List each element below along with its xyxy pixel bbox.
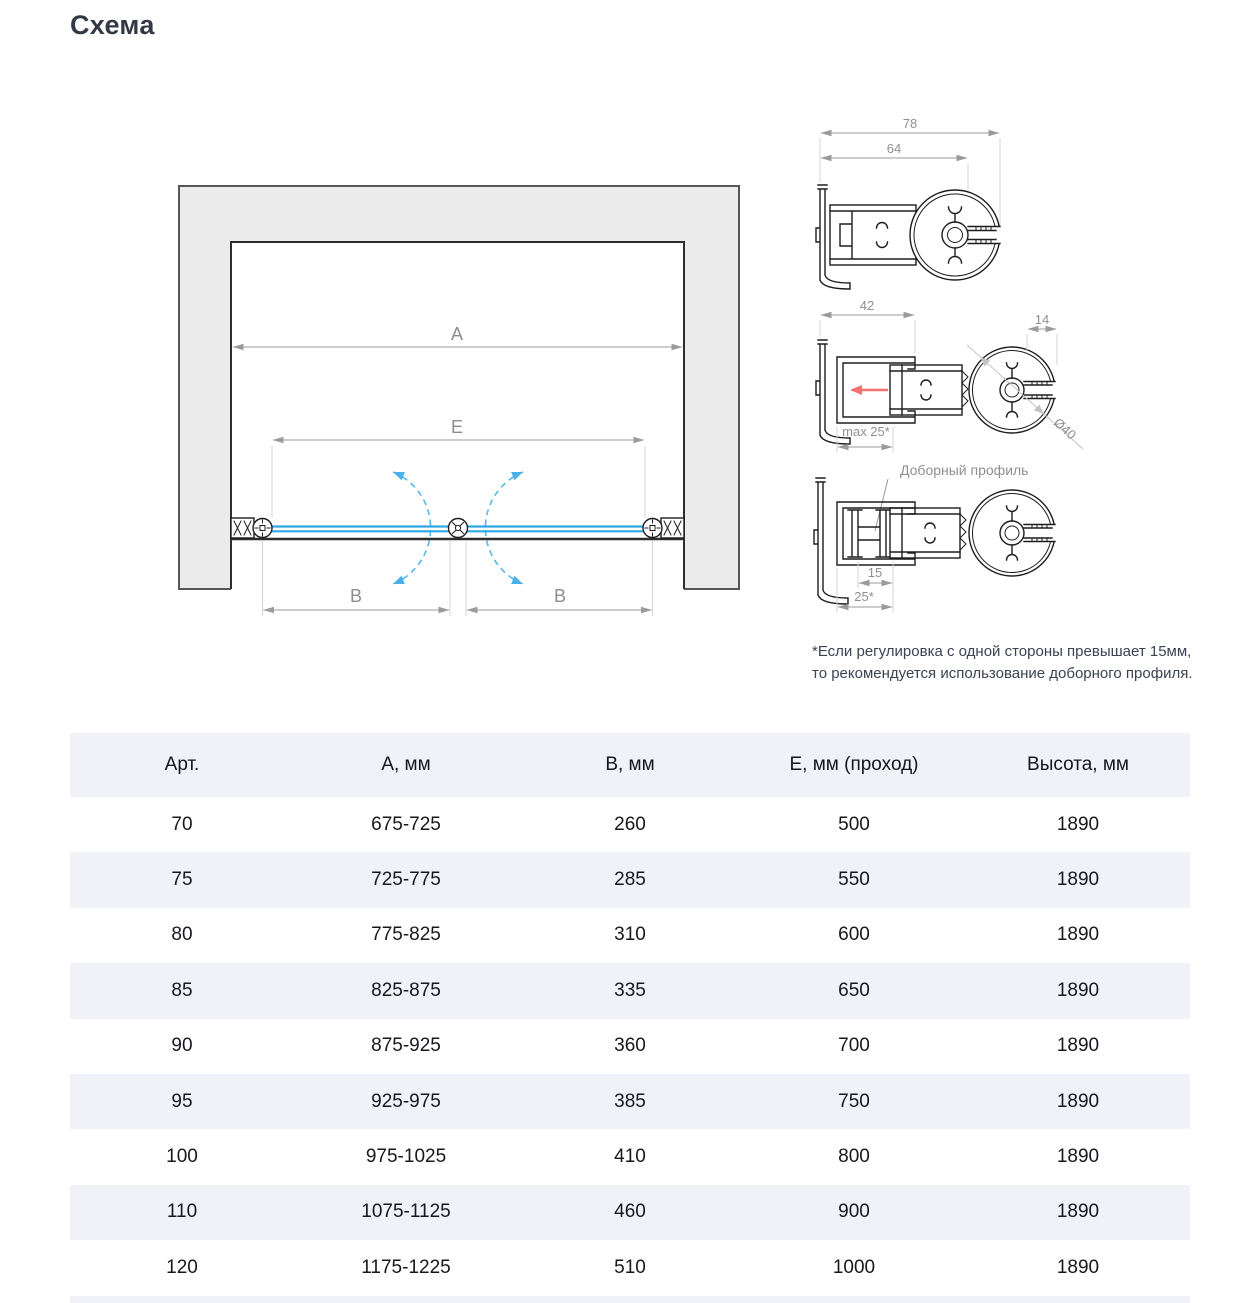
table-cell: 550 (838, 869, 870, 891)
table-cell: 700 (838, 1035, 870, 1057)
table-cell: 825-875 (371, 979, 441, 1001)
dim-b-right-label: B (553, 586, 567, 606)
table-row (70, 963, 1190, 1018)
col-header-art: Арт. (164, 754, 200, 775)
table-cell: 800 (838, 1146, 870, 1168)
table-cell: 385 (614, 1090, 646, 1112)
table-cell: 80 (171, 924, 193, 946)
table-cell: 95 (171, 1090, 193, 1112)
table-cell: 360 (614, 1035, 646, 1057)
table-cell: 1175-1225 (361, 1256, 451, 1278)
dim-d40-label: Ø40 (1050, 414, 1080, 443)
left-hinge (253, 519, 272, 538)
right-wall-bracket (661, 518, 684, 538)
table-row (70, 1129, 1190, 1184)
table-cell: 1890 (1056, 1256, 1100, 1278)
table-cell: 410 (614, 1146, 646, 1168)
table-cell: 310 (614, 924, 646, 946)
center-pivot (449, 519, 468, 538)
dim-42-label: 42 (859, 298, 875, 313)
table-cell: 120 (166, 1256, 198, 1278)
dim-64-label: 64 (886, 141, 902, 156)
profile-section-adjustment (810, 295, 1095, 467)
dim-78-label: 78 (902, 116, 918, 131)
table-cell: 460 (614, 1201, 646, 1223)
table-cell: 500 (838, 813, 870, 835)
table-cell: 90 (171, 1035, 193, 1057)
table-cell: 100 (166, 1146, 198, 1168)
table-row (70, 1074, 1190, 1129)
table-row (70, 1185, 1190, 1240)
table-cell: 1890 (1056, 979, 1100, 1001)
table-cell: 1890 (1056, 1146, 1100, 1168)
table-row (70, 1240, 1190, 1295)
sliding-profile-body (890, 365, 968, 415)
table-row-partial (70, 1296, 1190, 1303)
table-cell: 900 (838, 1201, 870, 1223)
table-row (70, 1019, 1190, 1074)
sliding-profile-body (890, 508, 966, 558)
hinge-knuckle-profile (969, 490, 1058, 576)
col-header-height: Высота, мм (1027, 754, 1129, 775)
table-cell: 1890 (1056, 869, 1100, 891)
col-header-a: А, мм (381, 754, 431, 775)
extension-profile-label: Доборный профиль (900, 462, 1029, 478)
table-cell: 1890 (1056, 924, 1100, 946)
size-spec-table (70, 733, 1190, 1303)
table-cell: 925-975 (371, 1090, 441, 1112)
table-cell: 1890 (1056, 1201, 1100, 1223)
profile-body (830, 205, 922, 265)
table-cell: 75 (171, 869, 193, 891)
profile-section-closed (810, 112, 1015, 294)
table-header-row (70, 733, 1190, 797)
table-cell: 975-1025 (365, 1146, 447, 1168)
footnote-line-2: то рекомендуется использование доборного профиля. (812, 664, 1193, 682)
table-cell: 335 (614, 979, 646, 1001)
table-cell: 85 (171, 979, 193, 1001)
col-header-b: В, мм (605, 754, 655, 775)
hinge-knuckle-profile (910, 190, 1003, 280)
left-wall-bracket (231, 518, 254, 538)
table-row (70, 852, 1190, 907)
table-cell: 1890 (1056, 1035, 1100, 1057)
dim-max25-label: max 25* (842, 424, 890, 439)
dim-a-label: A (450, 324, 464, 344)
dim-15-label: 15 (867, 565, 883, 580)
dim-b-left-label: B (349, 586, 363, 606)
table-row (70, 797, 1190, 852)
col-header-e: Е, мм (проход) (789, 754, 919, 775)
dim-25-label: 25* (854, 589, 874, 604)
table-cell: 260 (614, 813, 646, 835)
profile-section-extension (806, 458, 1098, 636)
table-cell: 1890 (1056, 1090, 1100, 1112)
table-cell: 110 (166, 1201, 198, 1223)
table-cell: 725-775 (371, 869, 441, 891)
installation-plan-diagram (170, 150, 750, 635)
extension-profile-insert (848, 510, 890, 557)
wall-box-profile (837, 502, 915, 565)
table-cell: 285 (614, 869, 646, 891)
table-cell: 510 (614, 1256, 646, 1278)
wall-profile-flange (816, 185, 850, 289)
table-cell: 1075-1125 (361, 1201, 451, 1223)
table-cell: 675-725 (371, 813, 441, 835)
right-hinge (643, 519, 662, 538)
table-cell: 70 (171, 813, 193, 835)
table-cell: 875-925 (371, 1035, 441, 1057)
page-title: Схема (70, 10, 155, 40)
table-cell: 1890 (1056, 813, 1100, 835)
dim-e-label: E (450, 417, 464, 437)
dim-14-label: 14 (1034, 312, 1050, 327)
table-cell: 750 (838, 1090, 870, 1112)
adjustment-footnote (812, 641, 1196, 685)
adjustment-direction-arrow (850, 385, 888, 395)
table-cell: 775-825 (371, 924, 441, 946)
table-cell: 650 (838, 979, 870, 1001)
footnote-line-1: *Если регулировка с одной стороны превышает 15мм, (812, 643, 1192, 660)
table-cell: 1000 (832, 1256, 876, 1278)
table-cell: 600 (838, 924, 870, 946)
table-row (70, 908, 1190, 963)
